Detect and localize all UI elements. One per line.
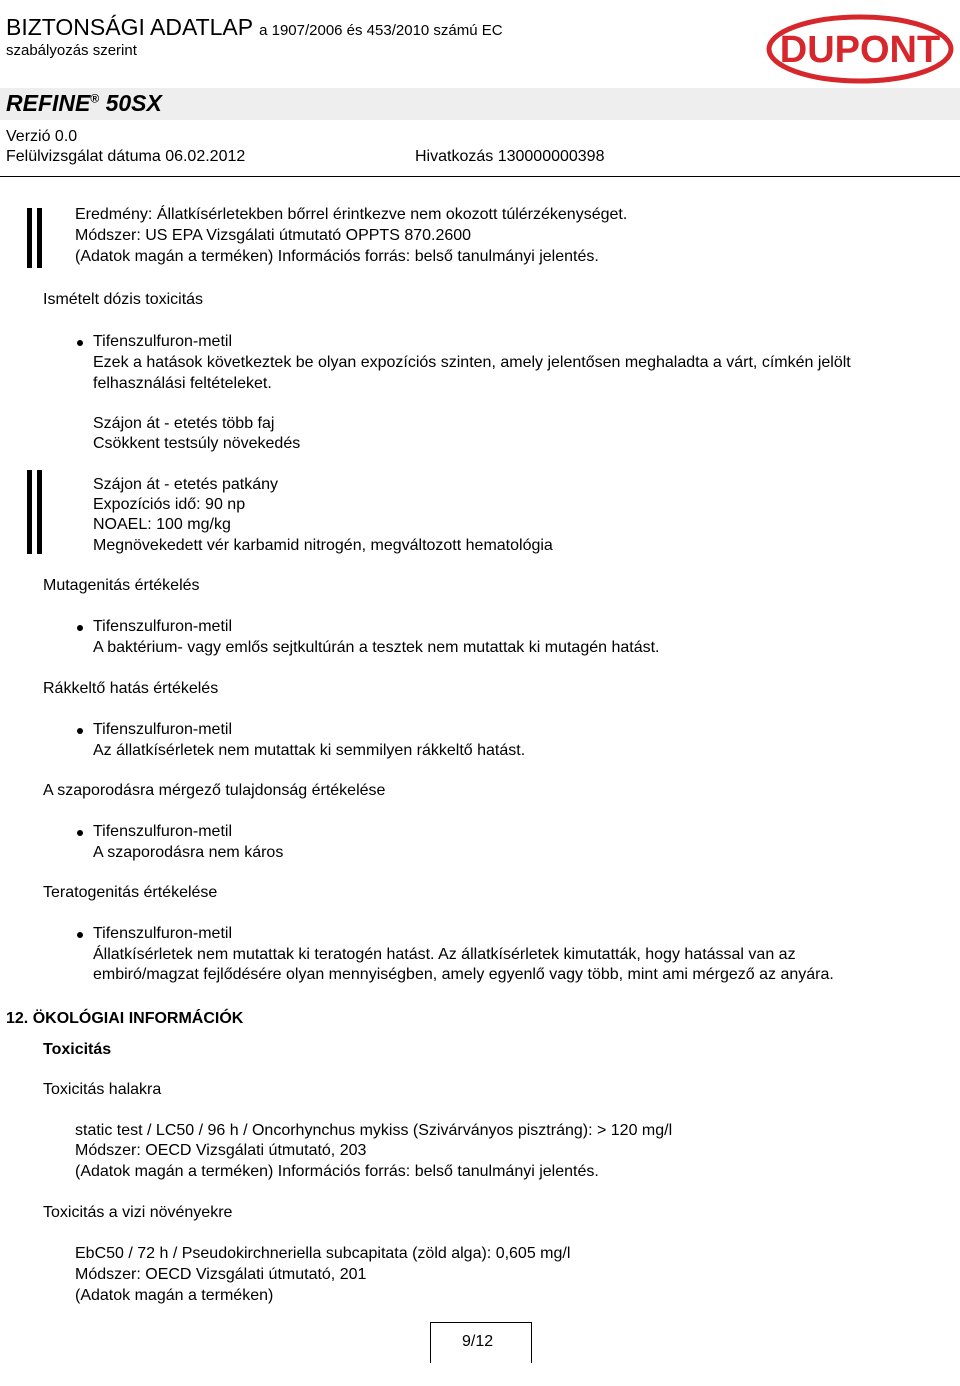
logo-text: DUPONT — [779, 29, 941, 71]
skin-source: (Adatok magán a terméken) Információs forrás: belső tanulmányi jelentés. — [75, 248, 599, 265]
fish-test: static test / LC50 / 96 h / Oncorhynchus mykiss (Szivárványos pisztráng): > 120 mg/l — [75, 1122, 673, 1139]
document-title-suffix: a 1907/2006 és 453/2010 számú EC — [259, 22, 503, 39]
change-bar — [27, 470, 32, 554]
bullet-icon — [77, 625, 83, 631]
bullet-icon — [77, 340, 83, 346]
review-date: Felülvizsgálat dátuma 06.02.2012 — [6, 148, 246, 165]
change-bar — [37, 470, 42, 554]
carcinogenicity-substance: Tifenszulfuron-metil — [93, 721, 233, 738]
fish-source: (Adatok magán a terméken) Információs forrás: belső tanulmányi jelentés. — [75, 1163, 599, 1180]
product-name: REFINE® 50SX — [6, 90, 162, 116]
repeated-dose-heading: Ismételt dózis toxicitás — [43, 291, 204, 308]
skin-method: Módszer: US EPA Vizsgálati útmutató OPPTS 870.2600 — [75, 227, 472, 244]
skin-result: Eredmény: Állatkísérletekben bőrrel érintkezve nem okozott túlérzékenységet. — [75, 206, 628, 223]
mutagen-substance: Tifenszulfuron-metil — [93, 618, 233, 635]
change-bar — [27, 208, 32, 268]
aquatic-plants-heading: Toxicitás a vizi növényekre — [43, 1204, 233, 1221]
mutagen-text: A baktérium- vagy emlős sejtkultúrán a tesztek nem mutattak ki mutagén hatást. — [93, 639, 660, 656]
reference-number: Hivatkozás 130000000398 — [415, 148, 605, 165]
version: Verzió 0.0 — [6, 128, 78, 145]
carcinogenicity-heading: Rákkeltő hatás értékelés — [43, 680, 219, 697]
oral-rat: Szájon át - etetés patkány — [93, 476, 278, 493]
carcinogenicity-text: Az állatkísérletek nem mutattak ki semmilyen rákkeltő hatást. — [93, 742, 526, 759]
bullet-icon — [77, 728, 83, 734]
dupont-logo — [766, 14, 954, 84]
fish-method: Módszer: OECD Vizsgálati útmutató, 203 — [75, 1142, 367, 1159]
teratogenicity-heading: Teratogenitás értékelése — [43, 884, 218, 901]
header-divider — [0, 176, 960, 177]
aquatic-plants-method: Módszer: OECD Vizsgálati útmutató, 201 — [75, 1266, 367, 1283]
teratogenicity-text-line1: Állatkísérletek nem mutattak ki teratogén hatást. Az állatkísérletek kimutatták, hogy hatással van az — [93, 946, 796, 963]
page-number: 9/12 — [462, 1333, 494, 1350]
repeated-effects-line1: Ezek a hatások következtek be olyan expozíciós szinten, amely jelentősen meghaladta a várt, címkén jelölt — [93, 354, 851, 371]
fish-toxicity-heading: Toxicitás halakra — [43, 1081, 162, 1098]
repeated-substance: Tifenszulfuron-metil — [93, 333, 233, 350]
exposure-time: Expozíciós idő: 90 np — [93, 496, 246, 513]
reduced-weight: Csökkent testsúly növekedés — [93, 435, 301, 452]
oral-multi-species: Szájon át - etetés több faj — [93, 415, 275, 432]
change-bar — [37, 208, 42, 268]
reproductive-heading: A szaporodásra mérgező tulajdonság értékelése — [43, 782, 386, 799]
blood-effect: Megnövekedett vér karbamid nitrogén, megváltozott hematológia — [93, 537, 553, 554]
reproductive-text: A szaporodásra nem káros — [93, 844, 284, 861]
aquatic-plants-test: EbC50 / 72 h / Pseudokirchneriella subcapitata (zöld alga): 0,605 mg/l — [75, 1245, 571, 1262]
bullet-icon — [77, 830, 83, 836]
repeated-effects-line2: felhasználási feltételeket. — [93, 375, 272, 392]
mutagen-heading: Mutagenitás értékelés — [43, 577, 200, 594]
aquatic-plants-source: (Adatok magán a terméken) — [75, 1287, 274, 1304]
document-title: BIZTONSÁGI ADATLAP a 1907/2006 és 453/2010 számú EC — [6, 14, 503, 40]
section-12-title: 12. ÖKOLÓGIAI INFORMÁCIÓK — [6, 1010, 244, 1027]
document-title-line2: szabályozás szerint — [6, 42, 137, 59]
teratogenicity-substance: Tifenszulfuron-metil — [93, 925, 233, 942]
bullet-icon — [77, 932, 83, 938]
registered-mark: ® — [90, 91, 100, 106]
toxicity-heading: Toxicitás — [43, 1041, 112, 1058]
noael: NOAEL: 100 mg/kg — [93, 516, 231, 533]
teratogenicity-text-line2: embiró/magzat fejlődésére olyan mennyiségben, amely egyenlő vagy több, mint ami mérgező az anyára. — [93, 966, 834, 983]
reproductive-substance: Tifenszulfuron-metil — [93, 823, 233, 840]
